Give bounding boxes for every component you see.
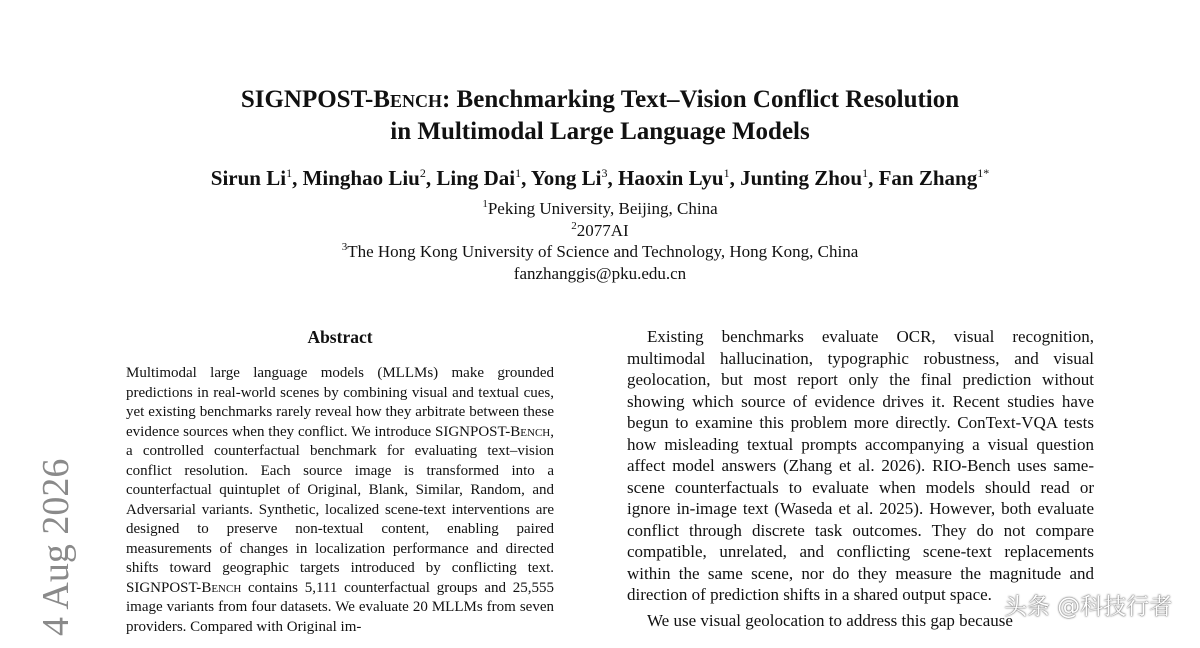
paper-title [0, 84, 1200, 148]
watermark: 头条 @科技行者 [1004, 594, 1173, 620]
affiliations [0, 198, 1200, 284]
author: Sirun Li$^1$ [210, 166, 293, 190]
abstract-heading: Abstract [307, 327, 373, 347]
arxiv-side-date: 4 Aug 2026 [35, 458, 77, 636]
intro-paragraph: We use visual geolocation to address this gap because [647, 610, 1013, 630]
author: Haoxin Lyu$^1$ [617, 166, 730, 190]
author: Minghao Liu$^2$ [302, 166, 426, 190]
author: Fan Zhang$^{1*}$ [878, 166, 990, 190]
author: Ling Dai$^1$ [436, 166, 522, 190]
author: Yong Li$^3$ [530, 166, 608, 190]
intro-paragraph: Existing benchmarks evaluate OCR, visual recognition, multimodal hallucination, typographic robustness, and visual geolocation, but most report only the final prediction without showing which source of evidence drives it. Recent studies have begun to examine this problem more directly. ConText-VQA tests how misleading textual prompts accompanying a visual question affect model answers (Zhang et al. 2026). RIO-Bench uses same-scene counterfactuals to evaluate when models should read or ignore in-image text (Waseda et al. 2025). However, both evaluate conflict through discrete task outcomes. They do not compare compatible, unrelated, and conflicting scene-text replacements within the same scene, nor do they measure the magnitude and direction of prediction shifts in a shared output space. [627, 327, 1094, 604]
affiliation: $^3$The Hong Kong University of Science and Technology, Hong Kong, China [341, 241, 859, 261]
affiliation: $^1$Peking University, Beijing, China [482, 198, 718, 218]
email: fanzhanggis@pku.edu.cn [513, 263, 687, 283]
title-line-2: in Multimodal Large Language Models [390, 118, 810, 145]
title-line-1: SIGNPOST-Bench: Benchmarking Text–Vision Conflict Resolution [240, 86, 960, 113]
author: Junting Zhou$^1$ [740, 166, 869, 190]
affiliation: $^2$2077AI [571, 219, 629, 240]
abstract-text: Multimodal large language models (MLLMs) make grounded predictions in real-world scenes by combining visual and textual cues, yet existing benchmarks rarely reveal how they arbitrate between these evidence sources when they conflict. We introduce SIGNPOST-Bench, a controlled counterfactual benchmark for evaluating text–vision conflict resolution. Each source image is transformed into a counterfactual quintuplet of Original, Blank, Similar, Random, and Adversarial variants. Synthetic, localized scene-text interventions are designed to preserve non-textual content, enabling paired measurements of changes in localization performance and directed shifts toward geographic targets introduced by conflicting text. SIGNPOST-Bench contains 5,111 counterfactual groups and 25,555 image variants from four datasets. We evaluate 20 MLLMs from seven providers. Compared with Original im- [126, 365, 554, 635]
author-list: Sirun Li$^1$, Minghao Liu$^2$, Ling Dai$^1$, Yong Li$^3$, Haoxin Lyu$^1$, Junting Zhou$^1$, Fan Zhang$^{1*}$ [210, 166, 990, 190]
